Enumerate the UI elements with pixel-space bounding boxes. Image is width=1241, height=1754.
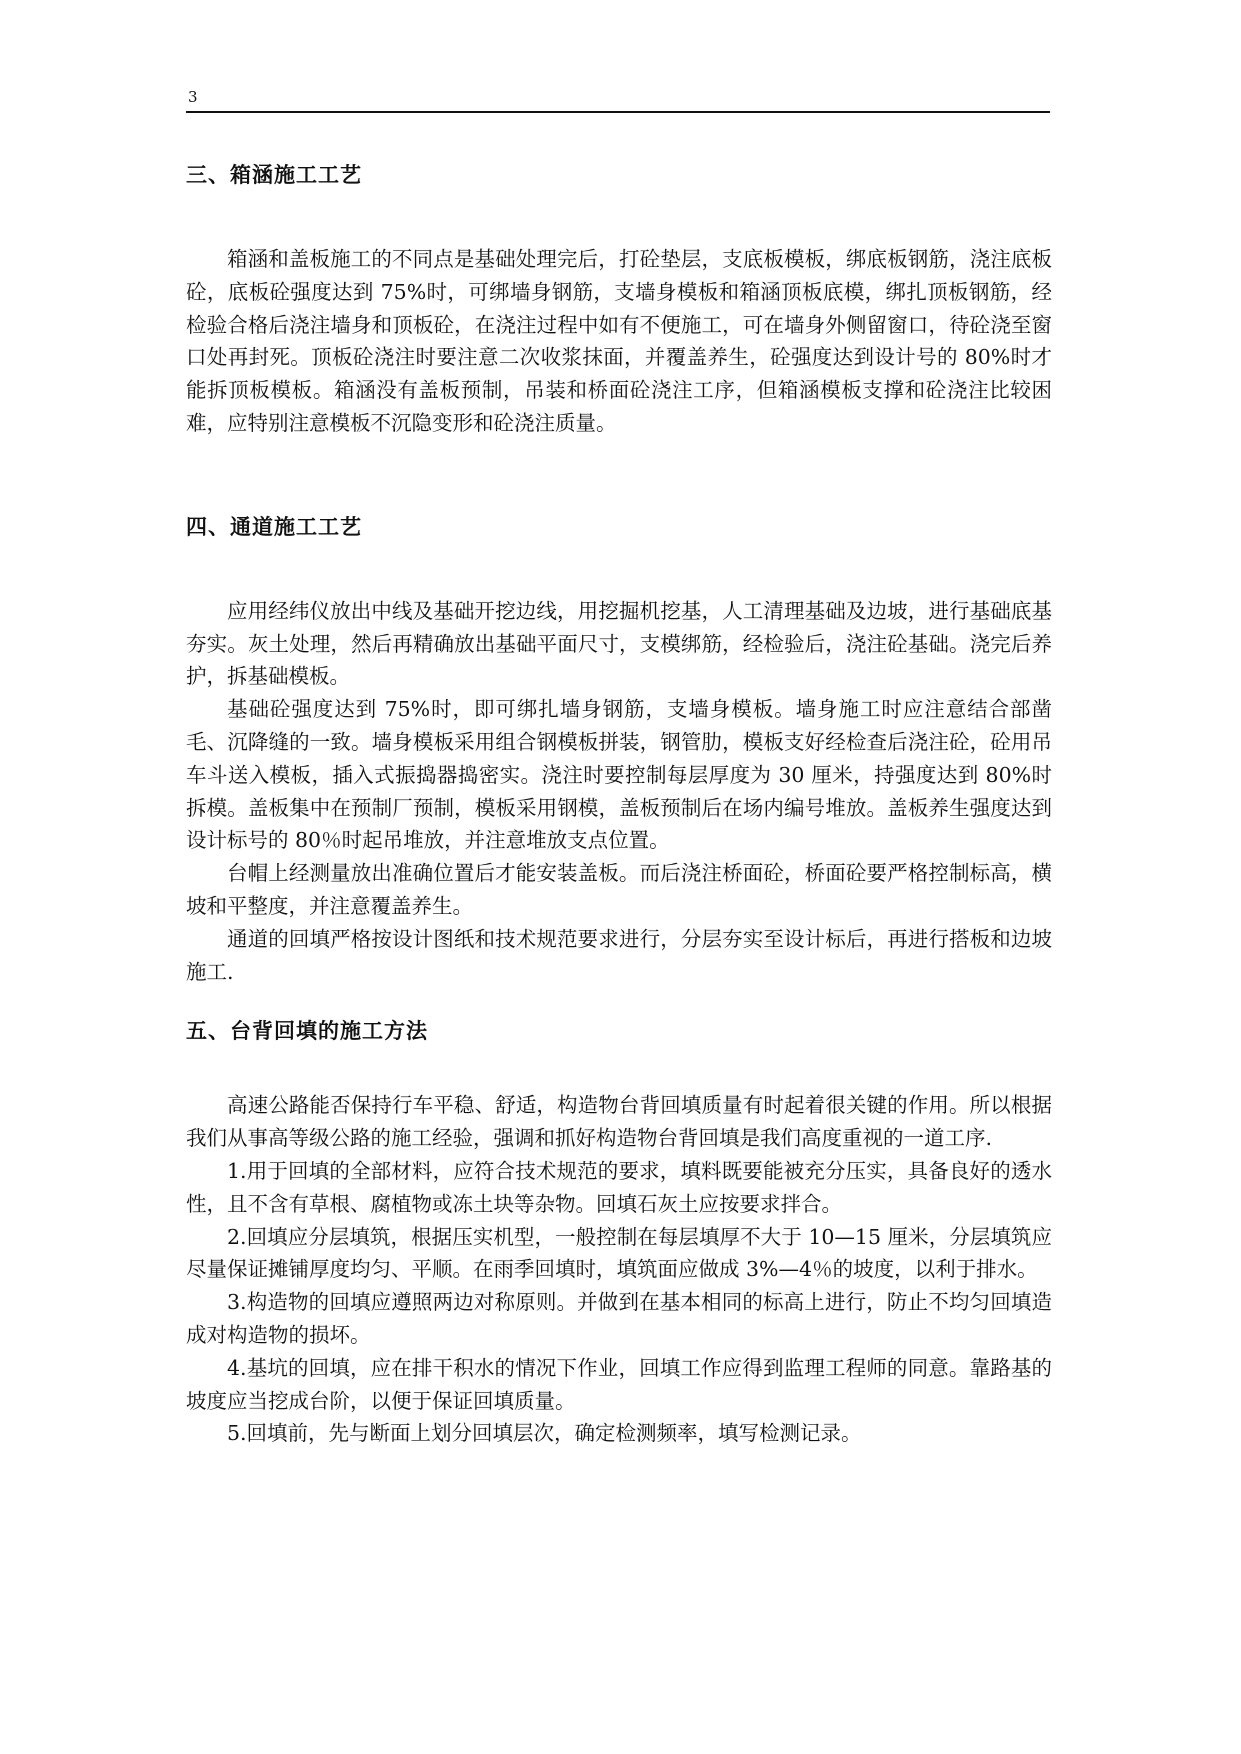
header-rule bbox=[186, 111, 1050, 113]
list-item: 4.基坑的回填，应在排干积水的情况下作业，回填工作应得到监理工程师的同意。靠路基的坡度应当挖成台阶，以便于保证回填质量。 bbox=[186, 1355, 1052, 1413]
list-item: 2.回填应分层填筑，根据压实机型，一般控制在每层填厚不大于 10—15 厘米，分层填筑应尽量保证摊铺厚度均匀、平顺。在雨季回填时，填筑面应做成 3%—4％的坡度，以利于排水。 bbox=[186, 1224, 1052, 1282]
section-heading-box-culvert: 三、箱涵施工工艺 bbox=[186, 163, 362, 187]
document-body bbox=[186, 140, 1052, 1450]
paragraph: 基础砼强度达到 75%时，即可绑扎墙身钢筋，支墙身模板。墙身施工时应注意结合部凿毛、沉降缝的一致。墙身模板采用组合钢模板拼装，钢管肋，模板支好经检查后浇注砼，砼用吊车斗送入模板，插入式振捣器捣密实。浇注时要控制每层厚度为 30 厘米，持强度达到 80%时拆模。盖板集中在预制厂预制，模板采用钢模，盖板预制后在场内编号堆放。盖板养生强度达到设计标号的 80％时起吊堆放，并注意堆放支点位置。 bbox=[186, 697, 1052, 853]
list-item: 1.用于回填的全部材料，应符合技术规范的要求，填料既要能被充分压实，具备良好的透水性，且不含有草根、腐植物或冻土块等杂物。回填石灰土应按要求拌合。 bbox=[186, 1158, 1052, 1216]
paragraph: 箱涵和盖板施工的不同点是基础处理完后，打砼垫层，支底板模板，绑底板钢筋，浇注底板砼，底板砼强度达到 75%时，可绑墙身钢筋，支墙身模板和箱涵顶板底模，绑扎顶板钢筋，经检验合格后浇注墙身和顶板砼，在浇注过程中如有不便施工，可在墙身外侧留窗口，待砼浇至窗口处再封死。顶板砼浇注时要注意二次收浆抹面，并覆盖养生，砼强度达到设计号的 80%时才能拆顶板模板。箱涵没有盖板预制，吊装和桥面砼浇注工序，但箱涵模板支撑和砼浇注比较困难，应特别注意模板不沉隐变形和砼浇注质量。 bbox=[186, 247, 1052, 435]
page-number: 3 bbox=[188, 88, 198, 106]
paragraph: 通道的回填严格按设计图纸和技术规范要求进行，分层夯实至设计标后，再进行搭板和边坡施工. bbox=[186, 926, 1052, 984]
paragraph: 高速公路能否保持行车平稳、舒适，构造物台背回填质量有时起着很关键的作用。所以根据我们从事高等级公路的施工经验，强调和抓好构造物台背回填是我们高度重视的一道工序. bbox=[186, 1093, 1052, 1151]
list-item: 3.构造物的回填应遵照两边对称原则。并做到在基本相同的标高上进行，防止不均匀回填造成对构造物的损坏。 bbox=[186, 1290, 1052, 1347]
section-heading-passage: 四、通道施工工艺 bbox=[186, 514, 362, 539]
section-heading-abutment-backfill: 五、台背回填的施工方法 bbox=[186, 1019, 428, 1044]
paragraph: 应用经纬仪放出中线及基础开挖边线，用挖掘机挖基，人工清理基础及边坡，进行基础底基夯实。灰土处理，然后再精确放出基础平面尺寸，支模绑筋，经检验后，浇注砼基础。浇完后养护，拆基础模板。 bbox=[186, 598, 1052, 689]
paragraph: 台帽上经测量放出准确位置后才能安装盖板。而后浇注桥面砼，桥面砼要严格控制标高，横坡和平整度，并注意覆盖养生。 bbox=[186, 861, 1052, 918]
list-item: 5.回填前，先与断面上划分回填层次，确定检测频率，填写检测记录。 bbox=[227, 1421, 862, 1446]
